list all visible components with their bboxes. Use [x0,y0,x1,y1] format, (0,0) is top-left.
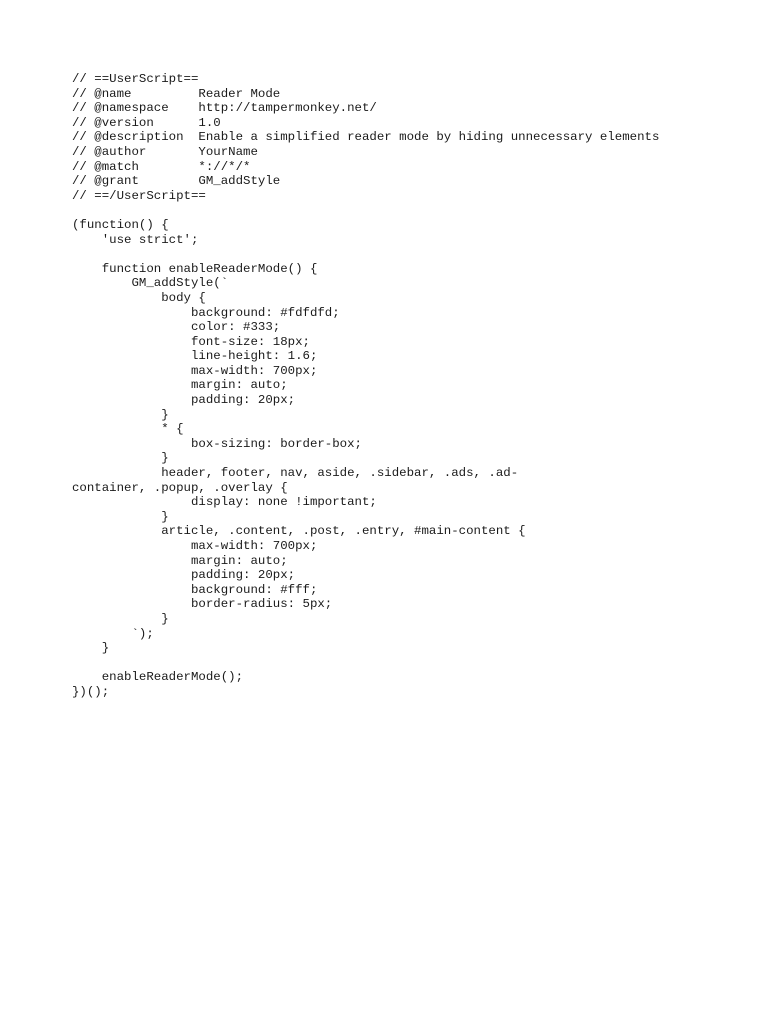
code-line: // @grant GM_addStyle [72,174,281,189]
code-line: // ==/UserScript== [72,188,206,203]
code-line: // ==UserScript== [72,72,199,86]
code-line: max-width: 700px; [72,363,318,378]
code-block [72,72,712,700]
code-line [72,203,712,218]
code-line: // @namespace http://tampermonkey.net/ [72,101,377,116]
code-line [72,656,712,671]
code-line: header, footer, nav, aside, .sidebar, .ads, .ad- [72,466,519,481]
code-line: // @description Enable a simplified reader mode by hiding unnecessary elements [72,130,660,145]
code-line: `); [72,626,154,641]
code-line: function enableReaderMode() { [72,261,318,276]
code-line: margin: auto; [72,378,288,393]
code-line: } [72,611,169,626]
code-line: display: none !important; [72,495,377,510]
code-line: container, .popup, .overlay { [72,480,288,495]
code-line: font-size: 18px; [72,334,310,349]
code-line: })(); [72,684,110,699]
code-line: background: #fff; [72,582,318,597]
code-line: // @author YourName [72,144,258,159]
code-line: color: #333; [72,320,281,335]
code-line: line-height: 1.6; [72,349,318,364]
code-line: } [72,509,169,524]
code-line: } [72,407,169,422]
code-line: 'use strict'; [72,232,199,247]
code-line: GM_addStyle(` [72,276,229,291]
code-line: padding: 20px; [72,393,296,408]
code-line: margin: auto; [72,553,288,568]
code-line: } [72,451,169,466]
code-line: body { [72,290,206,305]
code-line: border-radius: 5px; [72,597,333,612]
code-line: // @version 1.0 [72,115,221,130]
code-line: max-width: 700px; [72,539,318,553]
code-line: * { [72,422,184,437]
code-line: background: #fdfdfd; [72,305,340,320]
code-line: padding: 20px; [72,568,296,583]
code-line: article, .content, .post, .entry, #main-content { [72,524,526,539]
code-line: // @name Reader Mode [72,86,281,101]
code-line: // @match *://*/* [72,159,251,174]
code-line: (function() { [72,217,169,232]
code-line: } [72,641,110,656]
code-line: box-sizing: border-box; [72,436,362,451]
code-line: enableReaderMode(); [72,670,244,685]
code-line [72,247,712,262]
